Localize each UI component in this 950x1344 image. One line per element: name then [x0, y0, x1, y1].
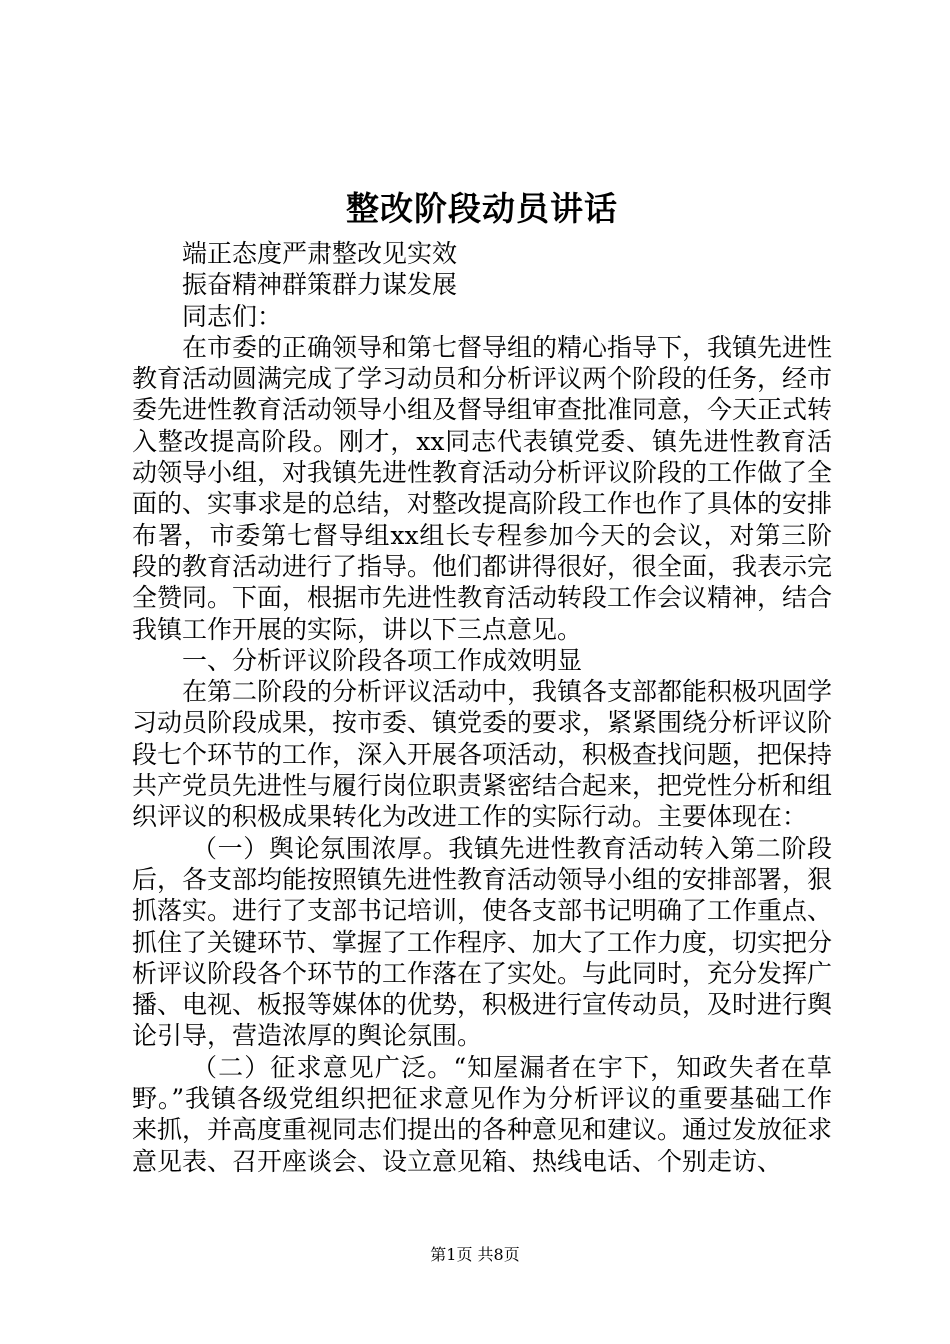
page-number-footer: 第1页 共8页 — [430, 1245, 520, 1264]
document-page — [132, 182, 832, 1177]
section-heading-1: 一、分析评议阶段各项工作成效明显 — [182, 645, 583, 675]
paragraph-item-2: （二）征求意见广泛。“知屋漏者在宇下，知政失者在草野。”我镇各级党组织把征求意见作为分析评议的重要基础工作来抓，并高度重视同志们提出的各种意见和建议。通过发放征求意见表、召开座谈会、设立意见箱、热线电话、个别走访、 — [132, 1052, 833, 1176]
paragraph-intro: 在市委的正确领导和第七督导组的精心指导下，我镇先进性教育活动圆满完成了学习动员和分析评议两个阶段的任务，经市委先进性教育活动领导小组及督导组审查批准同意，今天正式转入整改提高阶段。刚才，xx同志代表镇党委、镇先进性教育活动领导小组，对我镇先进性教育活动分析评议阶段的工作做了全面的、实事求是的总结，对整改提高阶段工作也作了具体的安排布署，市委第七督导组xx组长专程参加今天的会议，对第三阶段的教育活动进行了指导。他们都讲得很好，很全面，我表示完全赞同。下面，根据市先进性教育活动转段工作会议精神，结合我镇工作开展的实际，讲以下三点意见。 — [132, 332, 833, 644]
document-title: 整改阶段动员讲话 — [346, 189, 618, 228]
subtitle-line-2: 振奋精神群策群力谋发展 — [182, 270, 458, 300]
paragraph-section-1: 在第二阶段的分析评议活动中，我镇各支部都能积极巩固学习动员阶段成果，按市委、镇党委的要求，紧紧围绕分析评议阶段七个环节的工作，深入开展各项活动，积极查找问题，把保持共产党员先进性与履行岗位职责紧密结合起来，把党性分析和组织评议的积极成果转化为改进工作的实际行动。主要体现在： — [132, 677, 833, 832]
paragraph-item-1: （一）舆论氛围浓厚。我镇先进性教育活动转入第二阶段后，各支部均能按照镇先进性教育活动领导小组的安排部署，狠抓落实。进行了支部书记培训，使各支部书记明确了工作重点、抓住了关键环节、掌握了工作程序、加大了工作力度，切实把分析评议阶段各个环节的工作落在了实处。与此同时，充分发挥广播、电视、板报等媒体的优势，积极进行宣传动员，及时进行舆论引导，营造浓厚的舆论氛围。 — [132, 833, 833, 1051]
subtitle-line-1: 端正态度严肃整改见实效 — [182, 239, 458, 268]
salutation: 同志们： — [182, 301, 283, 331]
